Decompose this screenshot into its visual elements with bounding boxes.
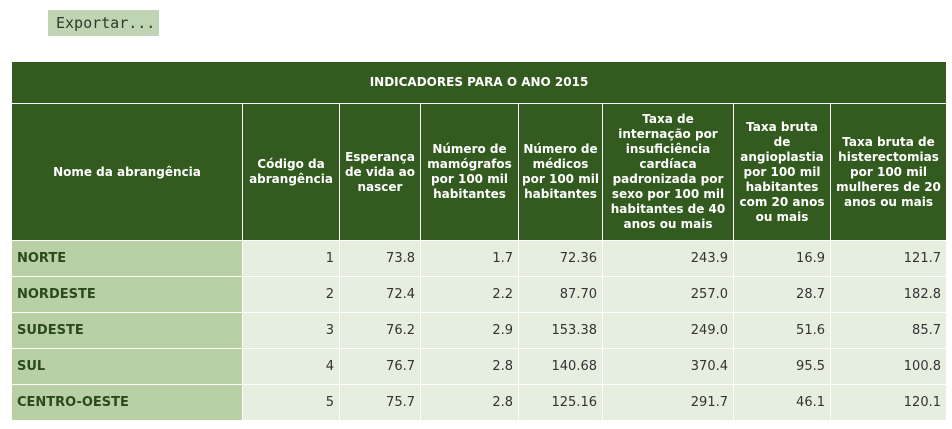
table-cell: 153.38 xyxy=(519,313,603,349)
table-cell: 16.9 xyxy=(734,241,831,277)
table-cell: 291.7 xyxy=(603,385,734,421)
table-cell: 2.8 xyxy=(421,349,519,385)
column-header-mamografos[interactable]: Número de mamógrafos por 100 mil habitantes xyxy=(421,104,519,241)
table-cell: 5 xyxy=(243,385,340,421)
table-cell: 125.16 xyxy=(519,385,603,421)
table-cell: 2.8 xyxy=(421,385,519,421)
table-row xyxy=(12,349,947,385)
export-button[interactable]: Exportar... xyxy=(48,10,159,36)
table-cell: 85.7 xyxy=(831,313,947,349)
table-row xyxy=(12,277,947,313)
table-cell: 87.70 xyxy=(519,277,603,313)
table-cell: 76.7 xyxy=(340,349,421,385)
column-header-internacao[interactable]: Taxa de internação por insuficiência cardíaca padronizada por sexo por 100 mil habitantes de 40 anos ou mais xyxy=(603,104,734,241)
table-cell: 46.1 xyxy=(734,385,831,421)
indicators-table xyxy=(11,62,947,421)
table-cell: 257.0 xyxy=(603,277,734,313)
table-cell: 1.7 xyxy=(421,241,519,277)
table-cell: 2 xyxy=(243,277,340,313)
table-cell: 121.7 xyxy=(831,241,947,277)
table-cell: 1 xyxy=(243,241,340,277)
table-cell: 249.0 xyxy=(603,313,734,349)
table-cell: 28.7 xyxy=(734,277,831,313)
column-header-codigo[interactable]: Código da abrangência xyxy=(243,104,340,241)
table-cell: 370.4 xyxy=(603,349,734,385)
table-cell: 4 xyxy=(243,349,340,385)
region-name-cell: SUDESTE xyxy=(12,313,243,349)
table-cell: 51.6 xyxy=(734,313,831,349)
column-header-nome[interactable]: Nome da abrangência xyxy=(12,104,243,241)
region-name-cell: CENTRO-OESTE xyxy=(12,385,243,421)
table-title: INDICADORES PARA O ANO 2015 xyxy=(12,62,947,104)
table-cell: 95.5 xyxy=(734,349,831,385)
table-cell: 182.8 xyxy=(831,277,947,313)
column-header-esperanca[interactable]: Esperança de vida ao nascer xyxy=(340,104,421,241)
region-name-cell: SUL xyxy=(12,349,243,385)
table-cell: 3 xyxy=(243,313,340,349)
table-cell: 2.2 xyxy=(421,277,519,313)
column-header-angioplastia[interactable]: Taxa bruta de angioplastia por 100 mil habitantes com 20 anos ou mais xyxy=(734,104,831,241)
table-row xyxy=(12,241,947,277)
table-cell: 100.8 xyxy=(831,349,947,385)
table-cell: 76.2 xyxy=(340,313,421,349)
table-cell: 75.7 xyxy=(340,385,421,421)
table-cell: 140.68 xyxy=(519,349,603,385)
region-name-cell: NORTE xyxy=(12,241,243,277)
table-row xyxy=(12,385,947,421)
column-header-histerectomias[interactable]: Taxa bruta de histerectomias por 100 mil mulheres de 20 anos ou mais xyxy=(831,104,947,241)
table-cell: 72.4 xyxy=(340,277,421,313)
table-cell: 2.9 xyxy=(421,313,519,349)
region-name-cell: NORDESTE xyxy=(12,277,243,313)
table-cell: 120.1 xyxy=(831,385,947,421)
column-header-medicos[interactable]: Número de médicos por 100 mil habitantes xyxy=(519,104,603,241)
table-row xyxy=(12,313,947,349)
table-cell: 243.9 xyxy=(603,241,734,277)
table-cell: 72.36 xyxy=(519,241,603,277)
table-cell: 73.8 xyxy=(340,241,421,277)
